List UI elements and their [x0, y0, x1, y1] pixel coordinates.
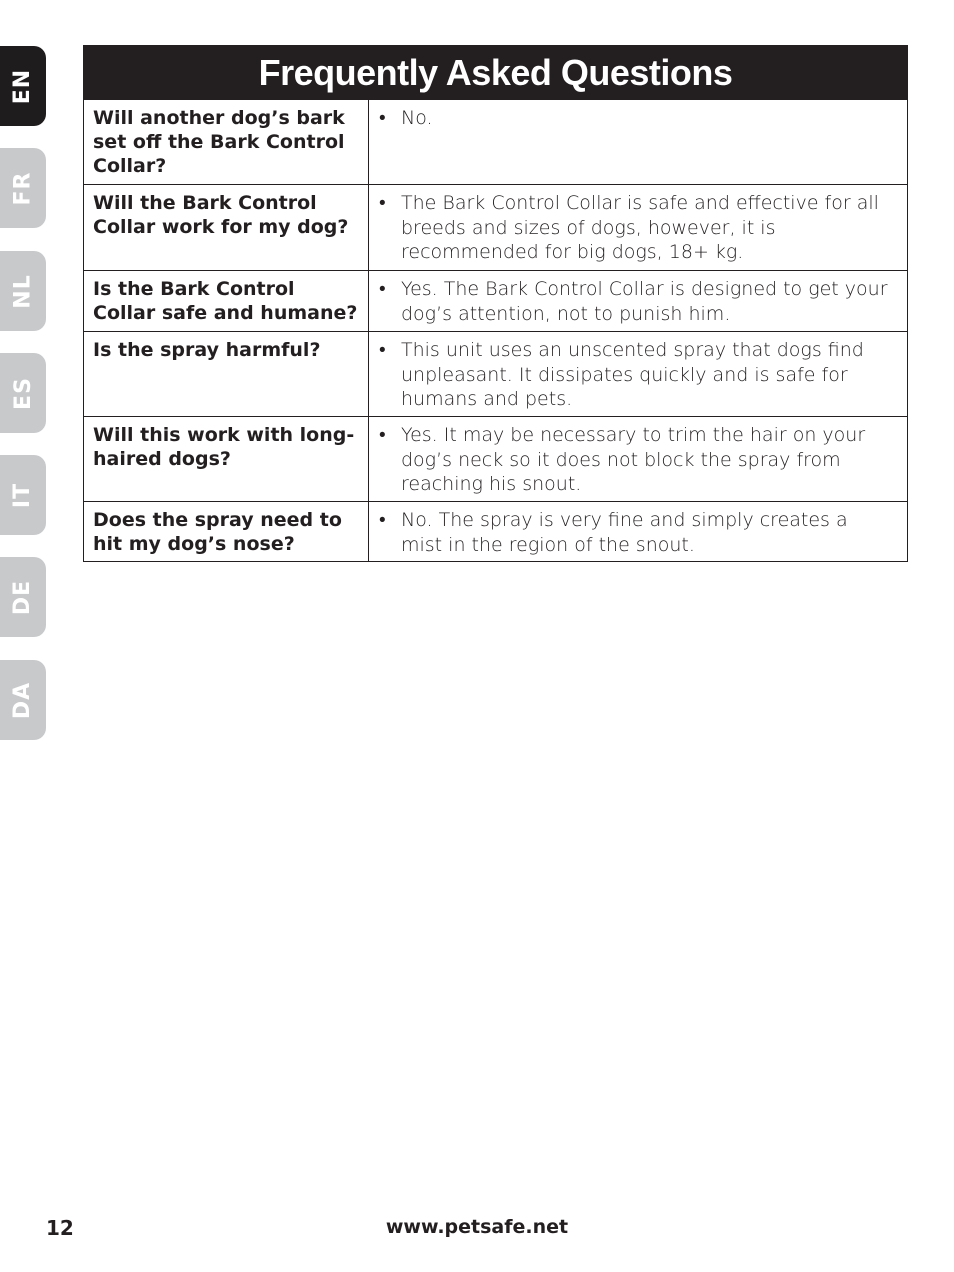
bullet: • — [379, 424, 386, 446]
faq-row — [84, 416, 907, 501]
language-tab-label: ES — [10, 376, 36, 410]
faq-question: Will the Bark Control Collar work for my dog? — [84, 185, 369, 270]
faq-answer-text: This unit uses an unscented spray that dogs find unpleasant. It dissipates quickly and is safe for humans and pets. — [401, 339, 864, 410]
faq-answer-text: Yes. It may be necessary to trim the hair on your dog’s neck so it does not block the spray from reaching his snout. — [401, 424, 866, 495]
language-tab-label: FR — [10, 171, 36, 205]
faq-answer — [369, 332, 907, 416]
faq-title: Frequently Asked Questions — [84, 46, 907, 99]
language-tab-it[interactable] — [0, 455, 46, 535]
faq-row — [84, 270, 907, 331]
language-tab-fr[interactable] — [0, 148, 46, 228]
faq-answer-text: No. — [401, 107, 433, 129]
bullet: • — [379, 192, 386, 214]
faq-answer-text: No. The spray is very fine and simply creates a mist in the region of the snout. — [401, 509, 848, 556]
faq-table — [83, 45, 908, 562]
faq-question: Is the Bark Control Collar safe and humane? — [84, 271, 369, 331]
language-tab-de[interactable] — [0, 557, 46, 637]
faq-answer — [369, 271, 907, 331]
faq-question: Will this work with long-haired dogs? — [84, 417, 369, 501]
language-tab-label: IT — [10, 482, 36, 508]
faq-question: Is the spray harmful? — [84, 332, 369, 416]
faq-answer-text: Yes. The Bark Control Collar is designed to get your dog’s attention, not to punish him. — [401, 278, 888, 325]
faq-row — [84, 99, 907, 184]
language-tab-label: DE — [10, 579, 36, 615]
faq-question: Does the spray need to hit my dog’s nose? — [84, 502, 369, 561]
bullet: • — [379, 509, 386, 531]
bullet: • — [379, 339, 386, 361]
faq-answer — [369, 417, 907, 501]
language-tab-label: DA — [10, 681, 36, 719]
faq-row — [84, 331, 907, 416]
page-number: 12 — [46, 1216, 74, 1240]
faq-answer — [369, 100, 907, 184]
faq-answer — [369, 185, 907, 270]
faq-answer — [369, 502, 907, 561]
language-tab-label: EN — [10, 68, 36, 104]
language-tab-label: NL — [10, 273, 36, 309]
faq-question: Will another dog’s bark set off the Bark Control Collar? — [84, 100, 369, 184]
language-tab-en[interactable] — [0, 46, 46, 126]
bullet: • — [379, 278, 386, 300]
bullet: • — [379, 107, 386, 129]
website-link[interactable]: www.petsafe.net — [385, 1216, 569, 1238]
language-tab-es[interactable] — [0, 353, 46, 433]
faq-row — [84, 184, 907, 270]
language-tab-nl[interactable] — [0, 251, 46, 331]
faq-answer-text: The Bark Control Collar is safe and effective for all breeds and sizes of dogs, however, it is recommended for big dogs, 18+ kg. — [401, 192, 879, 263]
language-tab-da[interactable] — [0, 660, 46, 740]
faq-row — [84, 501, 907, 561]
